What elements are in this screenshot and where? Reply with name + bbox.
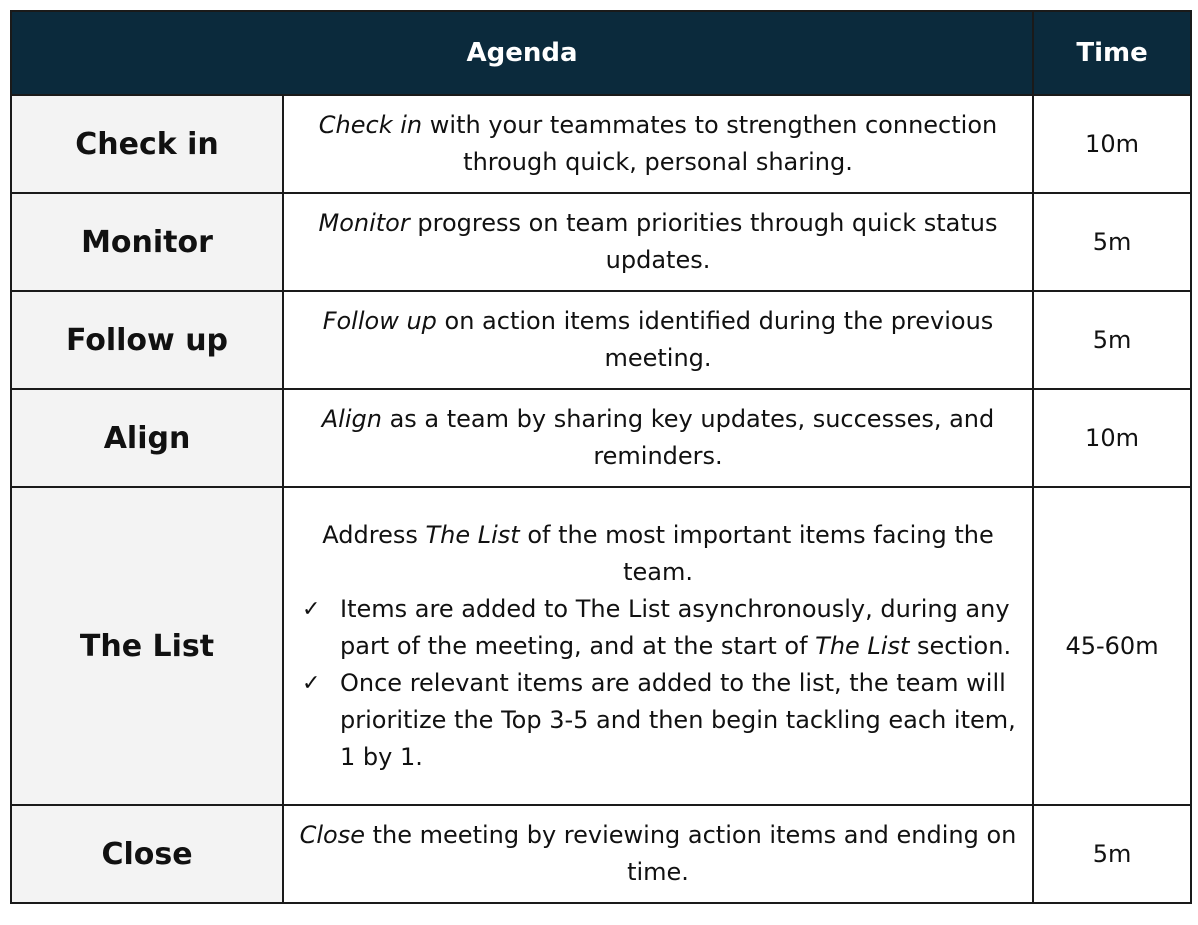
row-label: Monitor	[11, 193, 283, 291]
row-label: Align	[11, 389, 283, 487]
checkmark-icon: ✓	[302, 596, 321, 622]
table-body	[11, 95, 1191, 903]
table-row-close	[11, 805, 1191, 903]
bullet-list	[298, 591, 1018, 776]
table-row-check-in	[11, 95, 1191, 193]
row-keyword: The List	[425, 520, 520, 549]
row-label: Follow up	[11, 291, 283, 389]
checkmark-icon: ✓	[302, 670, 321, 696]
table-row-the-list	[11, 487, 1191, 805]
row-label: Check in	[11, 95, 283, 193]
row-keyword: Align	[321, 405, 382, 433]
time-header: Time	[1033, 11, 1191, 95]
row-text: progress on team priorities through quick status updates.	[409, 209, 998, 274]
row-time: 5m	[1033, 291, 1191, 389]
intro-pre: Address	[322, 520, 426, 549]
row-keyword: Close	[299, 821, 366, 849]
table-row-align	[11, 389, 1191, 487]
row-label: Close	[11, 805, 283, 903]
row-description	[283, 389, 1033, 487]
list-item	[298, 665, 1018, 776]
row-time: 10m	[1033, 95, 1191, 193]
table-row-follow-up	[11, 291, 1191, 389]
row-description	[283, 95, 1033, 193]
row-time: 5m	[1033, 805, 1191, 903]
row-text: on action items identified during the previous meeting.	[436, 307, 994, 372]
bullet-text-pre: Items are added to The List asynchronously, during any part of the meeting, and at the start of	[340, 594, 1010, 660]
row-description	[283, 805, 1033, 903]
header-row	[11, 11, 1191, 95]
table-row-monitor	[11, 193, 1191, 291]
bullet-text-post: section.	[909, 631, 1012, 660]
bullet-keyword: The List	[815, 631, 910, 660]
agenda-header: Agenda	[11, 11, 1033, 95]
row-time: 45-60m	[1033, 487, 1191, 805]
row-description	[283, 487, 1033, 805]
row-text: the meeting by reviewing action items and ending on time.	[365, 821, 1017, 886]
bullet-text: Once relevant items are added to the list, the team will prioritize the Top 3-5 and then begin tackling each item, 1 by 1.	[340, 668, 1016, 771]
row-description	[283, 291, 1033, 389]
row-text: with your teammates to strengthen connection through quick, personal sharing.	[422, 111, 998, 176]
row-keyword: Follow up	[322, 307, 437, 335]
row-keyword: Monitor	[318, 209, 410, 237]
intro-post: of the most important items facing the team.	[519, 520, 994, 586]
row-time: 10m	[1033, 389, 1191, 487]
row-label: The List	[11, 487, 283, 805]
agenda-table	[10, 10, 1192, 904]
row-text: as a team by sharing key updates, successes, and reminders.	[381, 405, 995, 470]
row-time: 5m	[1033, 193, 1191, 291]
table-header	[11, 11, 1191, 95]
row-keyword: Check in	[318, 111, 423, 139]
row-description	[283, 193, 1033, 291]
list-intro	[298, 517, 1018, 591]
list-item	[298, 591, 1018, 665]
